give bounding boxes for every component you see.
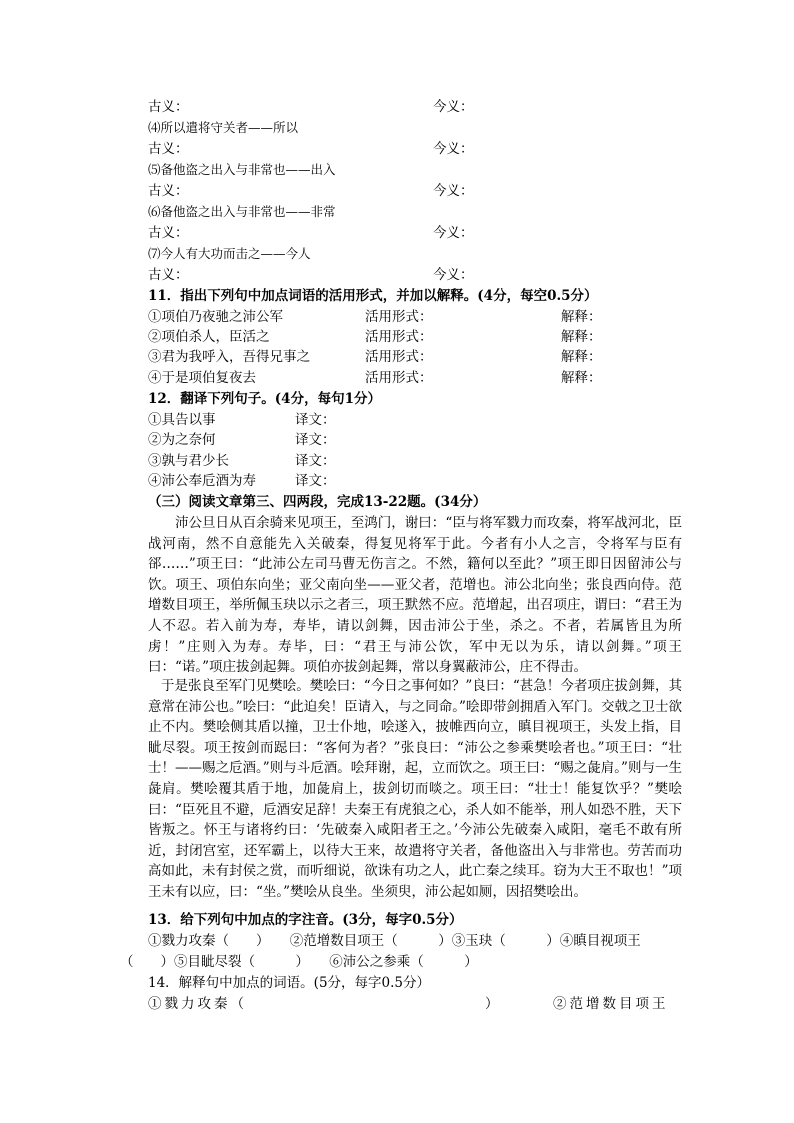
form-label: 活用形式： [365, 349, 433, 365]
q11-title: 11．指出下列句中加点词语的活用形式，并加以解释。(4分，每空0.5分） [148, 288, 598, 304]
q11-item: ②项伯杀人，臣活之 [148, 329, 270, 345]
q14-line: ②范增数目项王 [553, 996, 669, 1012]
gu-yi-label: 古义： [148, 141, 189, 157]
translation-label: 译文： [295, 453, 336, 469]
q10-item: ⑷所以遣将守关者——所以 [148, 120, 299, 135]
jin-yi-label: 今义： [433, 141, 474, 157]
explain-label: 解释： [561, 309, 602, 325]
passage-paragraph-1: 沛公旦日从百余骑来见项王，至鸿门，谢曰：“臣与将军戮力而攻秦，将军战河北，臣战河南，然不自意能先入关破秦，得复见将军于此。今者有小人之言，令将军与臣有郤……”项王曰：“此沛公左司马曹无伤言之。不然，籍何以至此？”项王即日因留沛公与饮。项王、项伯东向坐；亚父南向坐——亚父者，范增也。沛公北向坐；张良西向侍。范增数目项王，举所佩玉玦以示之者三，项王默然不应。范增起，出召项庄，谓曰：“君王为人不忍。若入前为寿，寿毕，请以剑舞，因击沛公于坐，杀之。不者，若属皆且为所虏！”庄则入为寿。寿毕，曰：“君王与沛公饮，军中无以为乐，请以剑舞。”项王曰：“诺。”项庄拔剑起舞。项伯亦拔剑起舞，常以身翼蔽沛公，庄不得击。 [148, 515, 682, 676]
q13-line: （ ）⑤目眦尽裂（ ） ⑥沛公之参乘（ ） [120, 954, 478, 970]
q12-item: ④沛公奉卮酒为寿 [148, 473, 256, 489]
jin-yi-label: 今义： [433, 267, 474, 283]
gu-yi-label: 古义： [148, 99, 189, 115]
q11-item: ④于是项伯复夜去 [148, 370, 256, 386]
jin-yi-label: 今义： [433, 225, 474, 241]
gu-yi-label: 古义： [148, 267, 189, 283]
gu-yi-label: 古义： [148, 183, 189, 199]
q13-line: ①戮力攻秦（ ） ②范增数目项王（ ）③玉玦（ ）④瞋目视项王 [148, 933, 641, 949]
q11-item: ①项伯乃夜驰之沛公军 [148, 309, 283, 325]
gu-yi-label: 古义： [148, 225, 189, 241]
explain-label: 解释： [561, 349, 602, 365]
explain-label: 解释： [561, 329, 602, 345]
q12-item: ③孰与君少长 [148, 453, 229, 469]
q10-item: ⑺今人有大功而击之——今人 [148, 246, 311, 261]
form-label: 活用形式： [365, 329, 433, 345]
passage-paragraph-2: 于是张良至军门见樊哙。樊哙曰：“今日之事何如？”良曰：“甚急！今者项庄拔剑舞，其意常在沛公也。”哙曰：“此迫矣！臣请入，与之同命。”哙即带剑拥盾入军门。交戟之卫士欲止不内。樊哙侧其盾以撞，卫士仆地，哙遂入，披帷西向立，瞋目视项王，头发上指，目眦尽裂。项王按剑而跽曰：“客何为者？”张良曰：“沛公之参乘樊哙者也。”项王曰：“壮士！——赐之卮酒。”则与斗卮酒。哙拜谢，起，立而饮之。项王曰：“赐之彘肩。”则与一生彘肩。樊哙覆其盾于地，加彘肩上，拔剑切而啖之。项王曰：“壮士！能复饮乎？”樊哙曰：“臣死且不避，卮酒安足辞！夫秦王有虎狼之心，杀人如不能举，刑人如恐不胜，天下皆叛之。怀王与诸将约曰：‘先破秦入咸阳者王之。’今沛公先破秦入咸阳，毫毛不敢有所近，封闭宫室，还军霸上，以待大王来，故遣将守关者，备他盗出入与非常也。劳苦而功高如此，未有封侯之赏，而听细说，欲诛有功之人，此亡秦之续耳。窃为大王不取也！”项王未有以应，曰：“坐。”樊哙从良坐。坐须臾，沛公起如厕，因招樊哙出。 [148, 678, 682, 900]
q10-item: ⑹备他盗之出入与非常也——非常 [148, 204, 336, 219]
translation-label: 译文： [295, 473, 336, 489]
section3-title: （三）阅读文章第三、四两段，完成13-22题。(34分） [148, 494, 487, 510]
jin-yi-label: 今义： [433, 99, 474, 115]
q10-item: ⑸备他盗之出入与非常也——出入 [148, 162, 336, 177]
q14-title: 14．解释句中加点的词语。(5分，每字0.5分） [148, 975, 431, 991]
q12-item: ②为之奈何 [148, 432, 216, 448]
explain-label: 解释： [561, 370, 602, 386]
form-label: 活用形式： [365, 309, 433, 325]
translation-label: 译文： [295, 432, 336, 448]
translation-label: 译文： [295, 412, 336, 428]
q13-title: 13．给下列句中加点的字注音。(3分，每字0.5分） [148, 912, 463, 928]
q14-line: ①戮力攻秦（ [148, 996, 247, 1012]
form-label: 活用形式： [365, 370, 433, 386]
q12-title: 12．翻译下列句子。(4分，每句1分） [148, 391, 381, 407]
q12-item: ①具告以事 [148, 412, 216, 428]
q14-line: ） [485, 996, 499, 1012]
jin-yi-label: 今义： [433, 183, 474, 199]
q11-item: ③君为我呼入，吾得兄事之 [148, 349, 310, 365]
